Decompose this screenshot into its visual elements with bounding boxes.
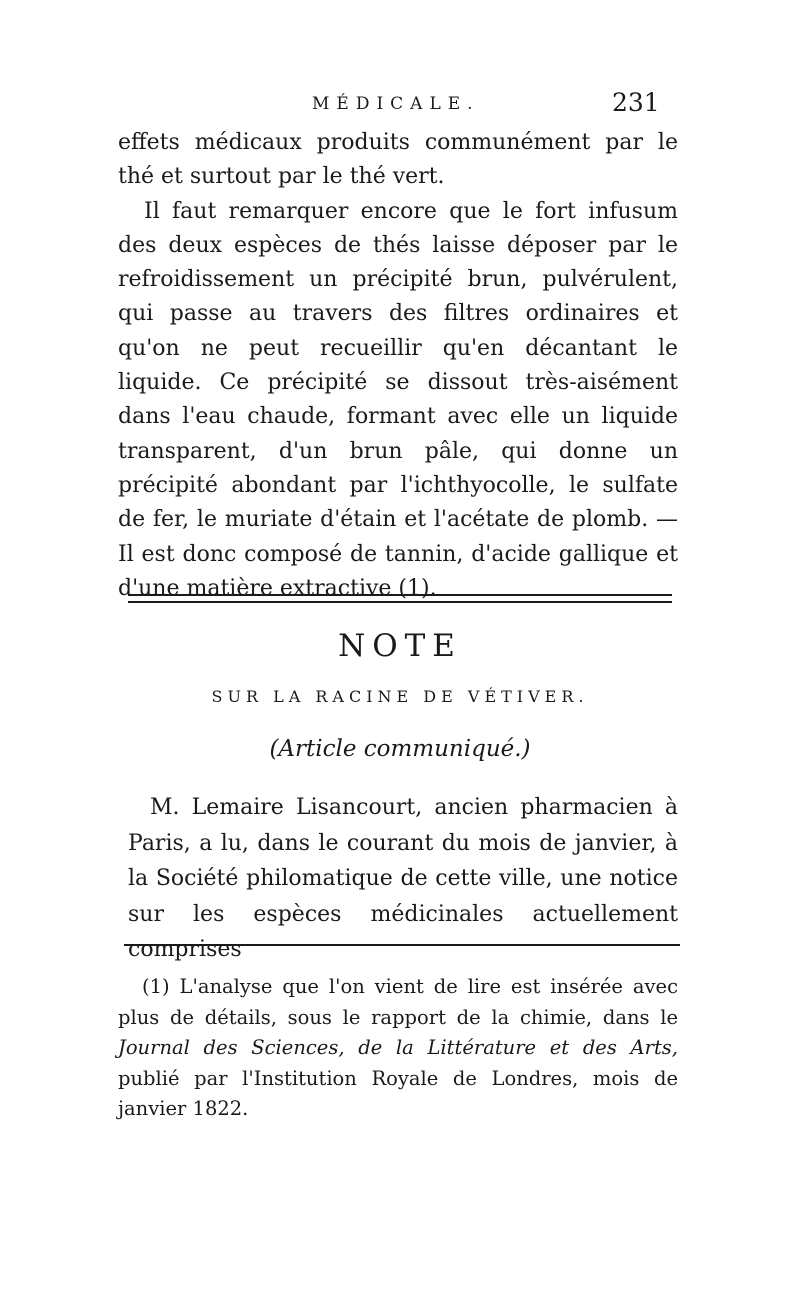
section-divider: [128, 594, 672, 603]
footnote-tail: publié par l'Institution Royale de Londres, mois de janvier 1822.: [118, 1066, 678, 1120]
footnote-lead: (1) L'analyse que l'on vient de lire est insérée avec plus de détails, sous le rapport de la chimie, dans le: [118, 975, 678, 1029]
note-paragraph: M. Lemaire Lisancourt, ancien pharmacien à Paris, a lu, dans le courant du mois de janvier, à la Société philomatique de cette ville, une notice sur les espèces médicinales actuellement comprises: [128, 795, 678, 962]
footnote-text: [118, 972, 678, 1125]
body-paragraph: Il faut remarquer encore que le fort infusum des deux espèces de thés laisse déposer par le refroidissement un précipité brun, pulvérulent, qui passe au travers des filtres ordinaires et qu'on ne peut recueillir qu'en décantant le liquide. Ce précipité se dissout très-aisément dans l'eau chaude, formant avec elle un liquide transparent, d'un brun pâle, qui donne un précipité abondant par l'ichthyocolle, le sulfate de fer, le muriate d'étain et l'acétate de plomb. — Il est donc composé de tannin, d'acide gallique et d'une matière extractive (1).: [118, 198, 678, 601]
page-header: [0, 88, 800, 128]
note-article: [128, 790, 678, 968]
footnote: [118, 972, 678, 1125]
page-number: 231: [612, 88, 660, 117]
footnote-journal-title: Journal des Sciences, de la Littérature et des Arts,: [118, 1036, 678, 1059]
body-text: [118, 126, 678, 606]
body-paragraph: effets médicaux produits communément par le thé et surtout par le thé vert.: [118, 130, 678, 190]
note-title: NOTE: [338, 628, 462, 664]
footnote-divider: [124, 944, 680, 946]
running-head: MÉDICALE.: [312, 94, 480, 114]
note-attribution: (Article communiqué.): [269, 736, 531, 762]
note-subtitle: SUR LA RACINE DE VÉTIVER.: [211, 687, 589, 706]
